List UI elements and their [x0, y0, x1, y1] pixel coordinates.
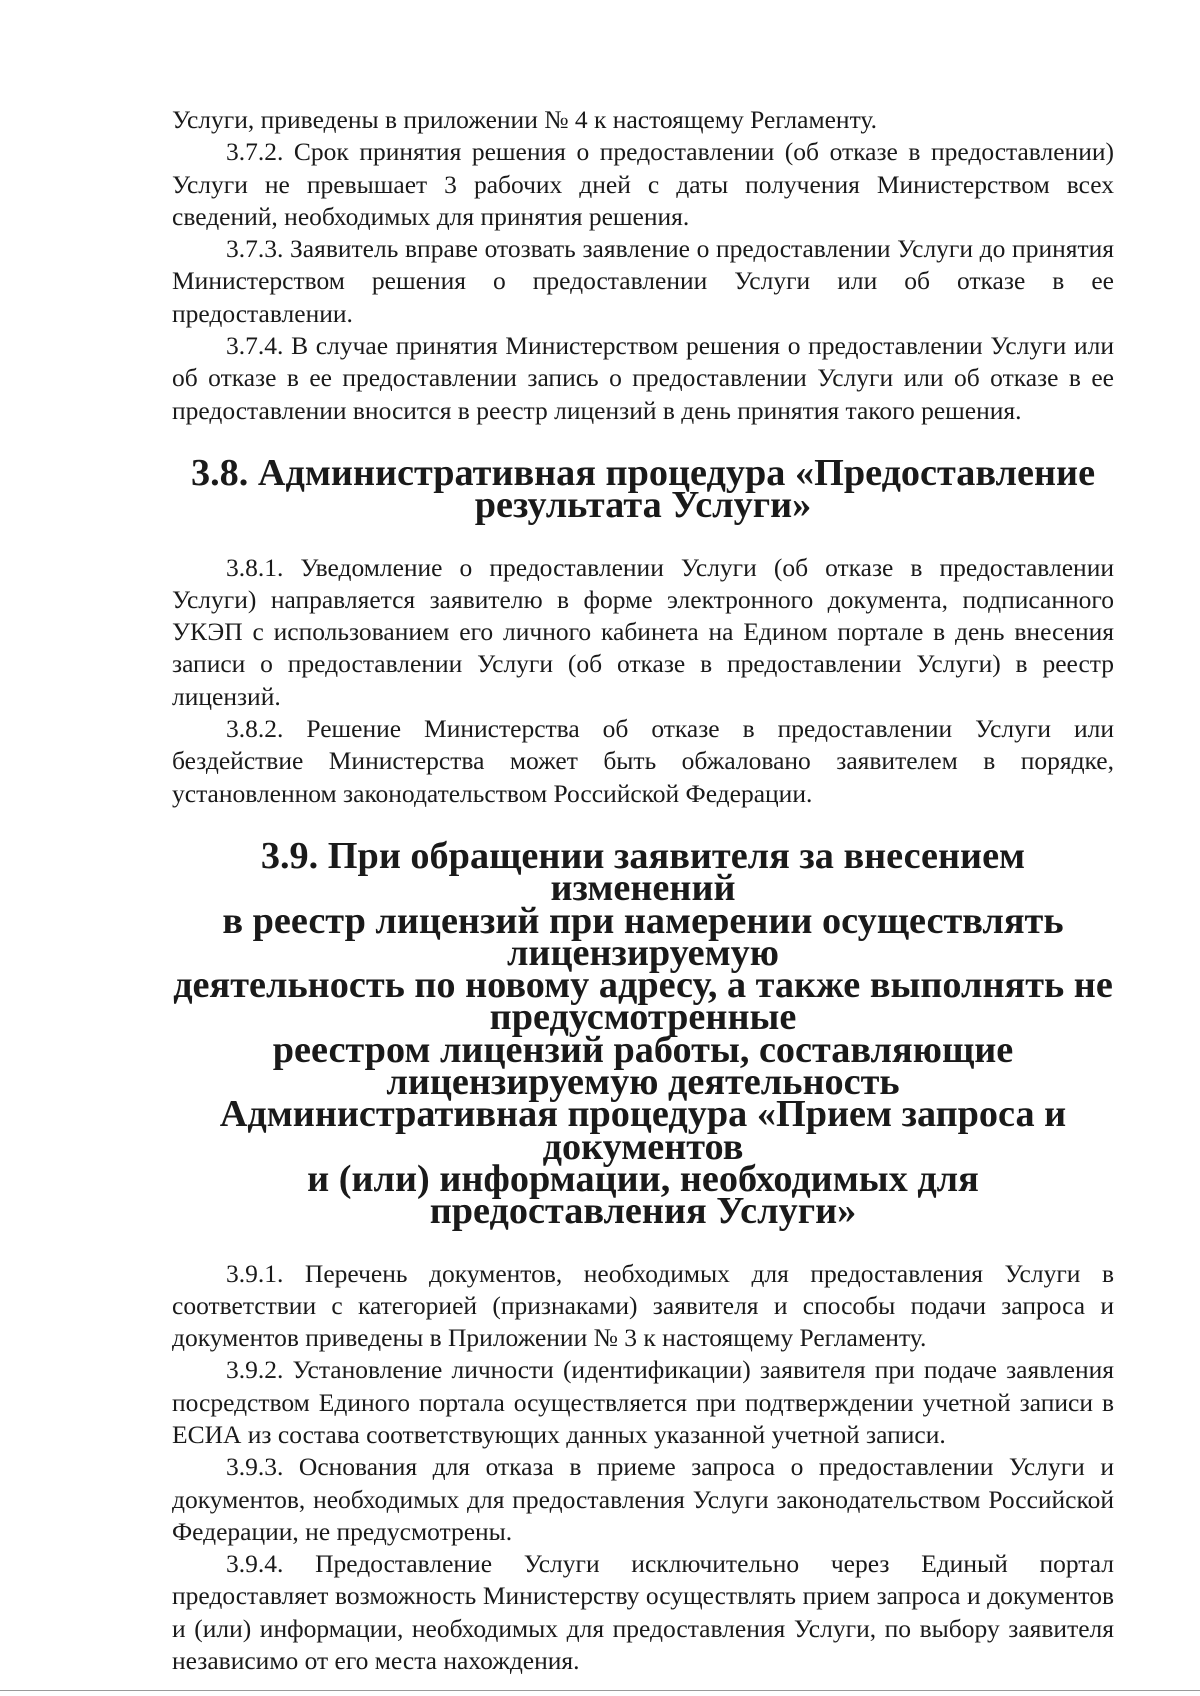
- paragraph-3-8-1: 3.8.1. Уведомление о предоставлении Услуги (об отказе в предоставлении Услуги) направляется заявителю в форме электронного документа, подписанного УКЭП с использованием его личного кабинета на Едином портале в день внесения записи о предоставлении Услуги (об отказе в предоставлении Услуги) в реестр лицензий.: [172, 552, 1114, 711]
- paragraph-3-7-4: 3.7.4. В случае принятия Министерством решения о предоставлении Услуги или об отказе в ее предоставлении запись о предоставлении Услуги или об отказе в ее предоставлении вносится в реестр лицензий в день принятия такого решения.: [172, 331, 1114, 425]
- section-heading-3-8: [172, 451, 1114, 527]
- spacer: [172, 1228, 1114, 1258]
- section-heading-3-9: [172, 834, 1114, 1233]
- document-page: [172, 104, 1114, 1677]
- paragraph-3-7-2: 3.7.2. Срок принятия решения о предоставлении (об отказе в предоставлении) Услуги не превышает 3 рабочих дней с даты получения Министерством всех сведений, необходимых для принятия решения.: [172, 137, 1114, 231]
- paragraph-3-9-1: 3.9.1. Перечень документов, необходимых для предоставления Услуги в соответствии с категорией (признаками) заявителя и способы подачи запроса и документов приведены в Приложении № 3 к настоящему Регламенту.: [172, 1258, 1114, 1353]
- paragraph-3-9-2: 3.9.2. Установление личности (идентификации) заявителя при подаче заявления посредством Единого портала осуществляется при подтверждении учетной записи в ЕСИА из состава соответствующих данных указанной учетной записи.: [172, 1355, 1114, 1449]
- heading-line: 3.8. Административная процедура «Предоставление: [190, 451, 1096, 494]
- heading-line: Административная процедура «Прием запроса и документов: [219, 1093, 1067, 1168]
- paragraph-3-9-3: 3.9.3. Основания для отказа в приеме запроса о предоставлении Услуги и документов, необходимых для предоставления Услуги законодательством Российской Федерации, не предусмотрены.: [172, 1452, 1114, 1546]
- paragraph-top-fragment: Услуги, приведены в приложении № 4 к настоящему Регламенту.: [172, 105, 877, 134]
- heading-line: в реестр лицензий при намерении осуществлять лицензируемую: [222, 899, 1064, 974]
- scan-edge-line: [0, 1690, 1200, 1691]
- paragraph-3-7-3: 3.7.3. Заявитель вправе отозвать заявление о предоставлении Услуги до принятия Министерством решения о предоставлении Услуги или об отказе в ее предоставлении.: [172, 234, 1114, 328]
- spacer: [172, 522, 1114, 552]
- paragraph-3-9-4: 3.9.4. Предоставление Услуги исключительно через Единый портал предоставляет возможность Министерству осуществлять прием запроса и документов и (или) информации, необходимых для предоставления Услуги, по выбору заявителя независимо от его места нахождения.: [172, 1549, 1114, 1676]
- heading-line: 3.9. При обращении заявителя за внесением изменений: [260, 834, 1026, 910]
- heading-line: и (или) информации, необходимых для предоставления Услуги»: [307, 1157, 979, 1233]
- paragraph-3-8-2: 3.8.2. Решение Министерства об отказе в предоставлении Услуги или бездействие Министерства может быть обжаловано заявителем в порядке, установленном законодательством Российской Федерации.: [172, 714, 1114, 808]
- heading-line: результата Услуги»: [474, 484, 812, 527]
- heading-line: реестром лицензий работы, составляющие лицензируемую деятельность: [272, 1028, 1014, 1104]
- heading-line: деятельность по новому адресу, а также выполнять не предусмотренные: [173, 964, 1113, 1039]
